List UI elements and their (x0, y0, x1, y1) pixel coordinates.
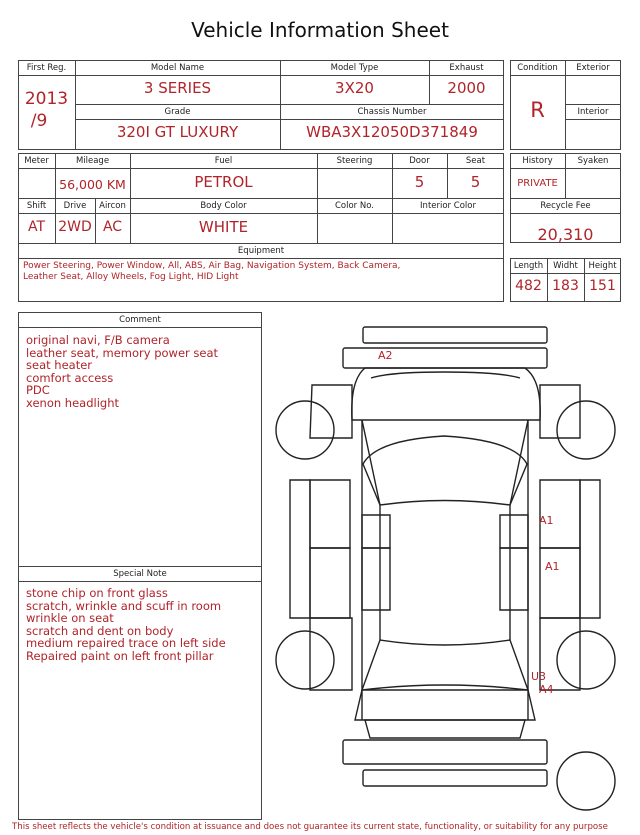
length-label: Length (513, 261, 544, 271)
model-name-label: Model Name (150, 63, 205, 73)
special-note-line: scratch, wrinkle and scuff in room (26, 598, 222, 613)
comment-line: original navi, F/B camera (26, 333, 170, 347)
body-color-value: WHITE (198, 218, 249, 236)
interior-label: Interior (577, 107, 609, 117)
special-note-line: wrinkle on seat (26, 611, 114, 626)
height-value: 151 (589, 278, 616, 294)
exhaust-value: 2000 (447, 79, 486, 97)
vehicle-damage-diagram (270, 320, 620, 820)
comment-line: seat heater (26, 358, 93, 373)
shift-label: Shift (26, 201, 47, 211)
exterior-label: Exterior (576, 63, 610, 73)
comment-line: comfort access (26, 370, 114, 385)
interior-color-label: Interior Color (420, 201, 476, 211)
length-value: 482 (515, 278, 542, 294)
damage-mark-u3: U3 (531, 670, 547, 683)
model-type-value: 3X20 (335, 79, 374, 97)
color-no-label: Color No. (334, 201, 374, 211)
history-value: PRIVATE (517, 178, 558, 189)
width-label: Widht (553, 261, 578, 271)
seat-label: Seat (465, 156, 486, 166)
disclaimer-footer: This sheet reflects the vehicle's condition at issuance and does not guarantee its current state, functionality, or suitability for any purpose (12, 822, 608, 832)
syaken-label: Syaken (577, 156, 609, 166)
damage-mark-a1-upper: A1 (539, 514, 554, 527)
recycle-fee-label: Recycle Fee (540, 201, 591, 211)
door-label: Door (409, 156, 430, 166)
grade-label: Grade (164, 107, 191, 117)
steering-label: Steering (336, 156, 373, 166)
fuel-label: Fuel (214, 156, 233, 166)
meter-label: Meter (24, 156, 49, 166)
special-note-line: scratch and dent on body (26, 623, 174, 638)
width-value: 183 (552, 278, 579, 294)
comment-label: Comment (119, 315, 161, 325)
mileage-value: 56,000 KM (59, 177, 126, 192)
aircon-label: Aircon (99, 201, 126, 211)
condition-label: Condition (517, 63, 558, 73)
first-reg-year: 2013 (24, 89, 69, 109)
history-label: History (522, 156, 553, 166)
grade-value: 320I GT LUXURY (116, 123, 239, 141)
special-note-line: Repaired paint on left front pillar (26, 649, 214, 663)
page-title: Vehicle Information Sheet (191, 18, 449, 42)
comment-line: leather seat, memory power seat (26, 345, 219, 360)
aircon-value: AC (102, 219, 123, 235)
drive-label: Drive (63, 201, 87, 211)
seat-value: 5 (470, 173, 481, 191)
comment-line: xenon headlight (26, 396, 119, 410)
equipment-value: Power Steering, Power Window, All, ABS, Air Bag, Navigation System, Back Camera, Leather Seat, Alloy Wheels, Fog Light, HID Light (23, 261, 401, 282)
fuel-value: PETROL (194, 173, 253, 191)
special-note-label: Special Note (113, 569, 167, 579)
chassis-number-label: Chassis Number (357, 107, 427, 117)
condition-value: R (530, 98, 545, 122)
first-reg-month: /9 (30, 111, 48, 131)
first-reg-label: First Reg. (26, 63, 67, 73)
special-note-line: stone chip on front glass (26, 586, 168, 600)
drive-value: 2WD (58, 219, 92, 235)
damage-mark-a4: A4 (539, 683, 554, 696)
damage-mark-a2: A2 (378, 349, 393, 362)
door-value: 5 (414, 173, 425, 191)
height-label: Height (588, 261, 617, 271)
model-name-value: 3 SERIES (143, 79, 212, 97)
comment-line: PDC (26, 383, 50, 398)
exhaust-label: Exhaust (449, 63, 484, 73)
mileage-label: Mileage (75, 156, 110, 166)
special-note-line: medium repaired trace on left side (26, 636, 226, 651)
recycle-fee-value: 20,310 (537, 225, 594, 244)
damage-mark-a1-lower: A1 (545, 560, 560, 573)
shift-value: AT (27, 219, 46, 235)
equipment-label: Equipment (237, 246, 285, 256)
model-type-label: Model Type (330, 63, 379, 73)
body-color-label: Body Color (200, 201, 247, 211)
chassis-number-value: WBA3X12050D371849 (306, 123, 478, 141)
